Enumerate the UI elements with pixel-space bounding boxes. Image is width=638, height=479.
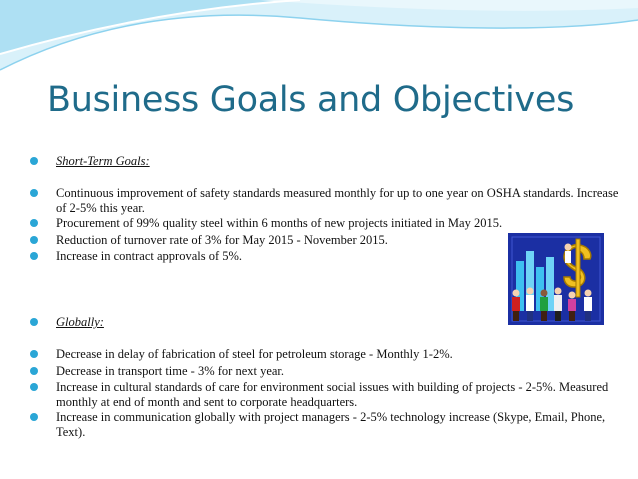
header-wave-decoration: [0, 0, 638, 90]
short-term-heading: Short-Term Goals:: [56, 154, 150, 168]
bullet-icon: [30, 350, 38, 358]
list-item: Increase in cultural standards of care for environment social issues with building of projects - 2-5%. Measured monthly at end of month and sent to corporate headquarters.: [30, 380, 630, 410]
bullet-icon: [30, 252, 38, 260]
list-item: Reduction of turnover rate of 3% for May 2015 - November 2015.: [30, 233, 630, 248]
bullet-icon: [30, 236, 38, 244]
short-term-heading-item: [30, 154, 630, 169]
list-item: Increase in communication globally with project managers - 2-5% technology increase (Skype, Email, Phone, Text).: [30, 410, 630, 440]
bullet-icon: [30, 189, 38, 197]
bullet-icon: [30, 318, 38, 326]
globally-heading: Globally:: [56, 315, 104, 329]
slide-title: Business Goals and Objectives: [47, 80, 574, 120]
bullet-icon: [30, 219, 38, 227]
list-item: Decrease in delay of fabrication of steel for petroleum storage - Monthly 1-2%.: [30, 347, 630, 362]
bullet-icon: [30, 157, 38, 165]
list-item: Procurement of 99% quality steel within 6 months of new projects initiated in May 2015.: [30, 216, 630, 231]
bullet-icon: [30, 413, 38, 421]
list-item: Increase in contract approvals of 5%.: [30, 249, 630, 264]
list-item: Decrease in transport time - 3% for next year.: [30, 364, 630, 379]
business-team-dollar-clipart-icon: [508, 233, 604, 325]
bullet-icon: [30, 383, 38, 391]
list-item: Continuous improvement of safety standards measured monthly for up to one year on OSHA standards. Increase of 2-5% this year.: [30, 186, 630, 216]
bullet-icon: [30, 367, 38, 375]
